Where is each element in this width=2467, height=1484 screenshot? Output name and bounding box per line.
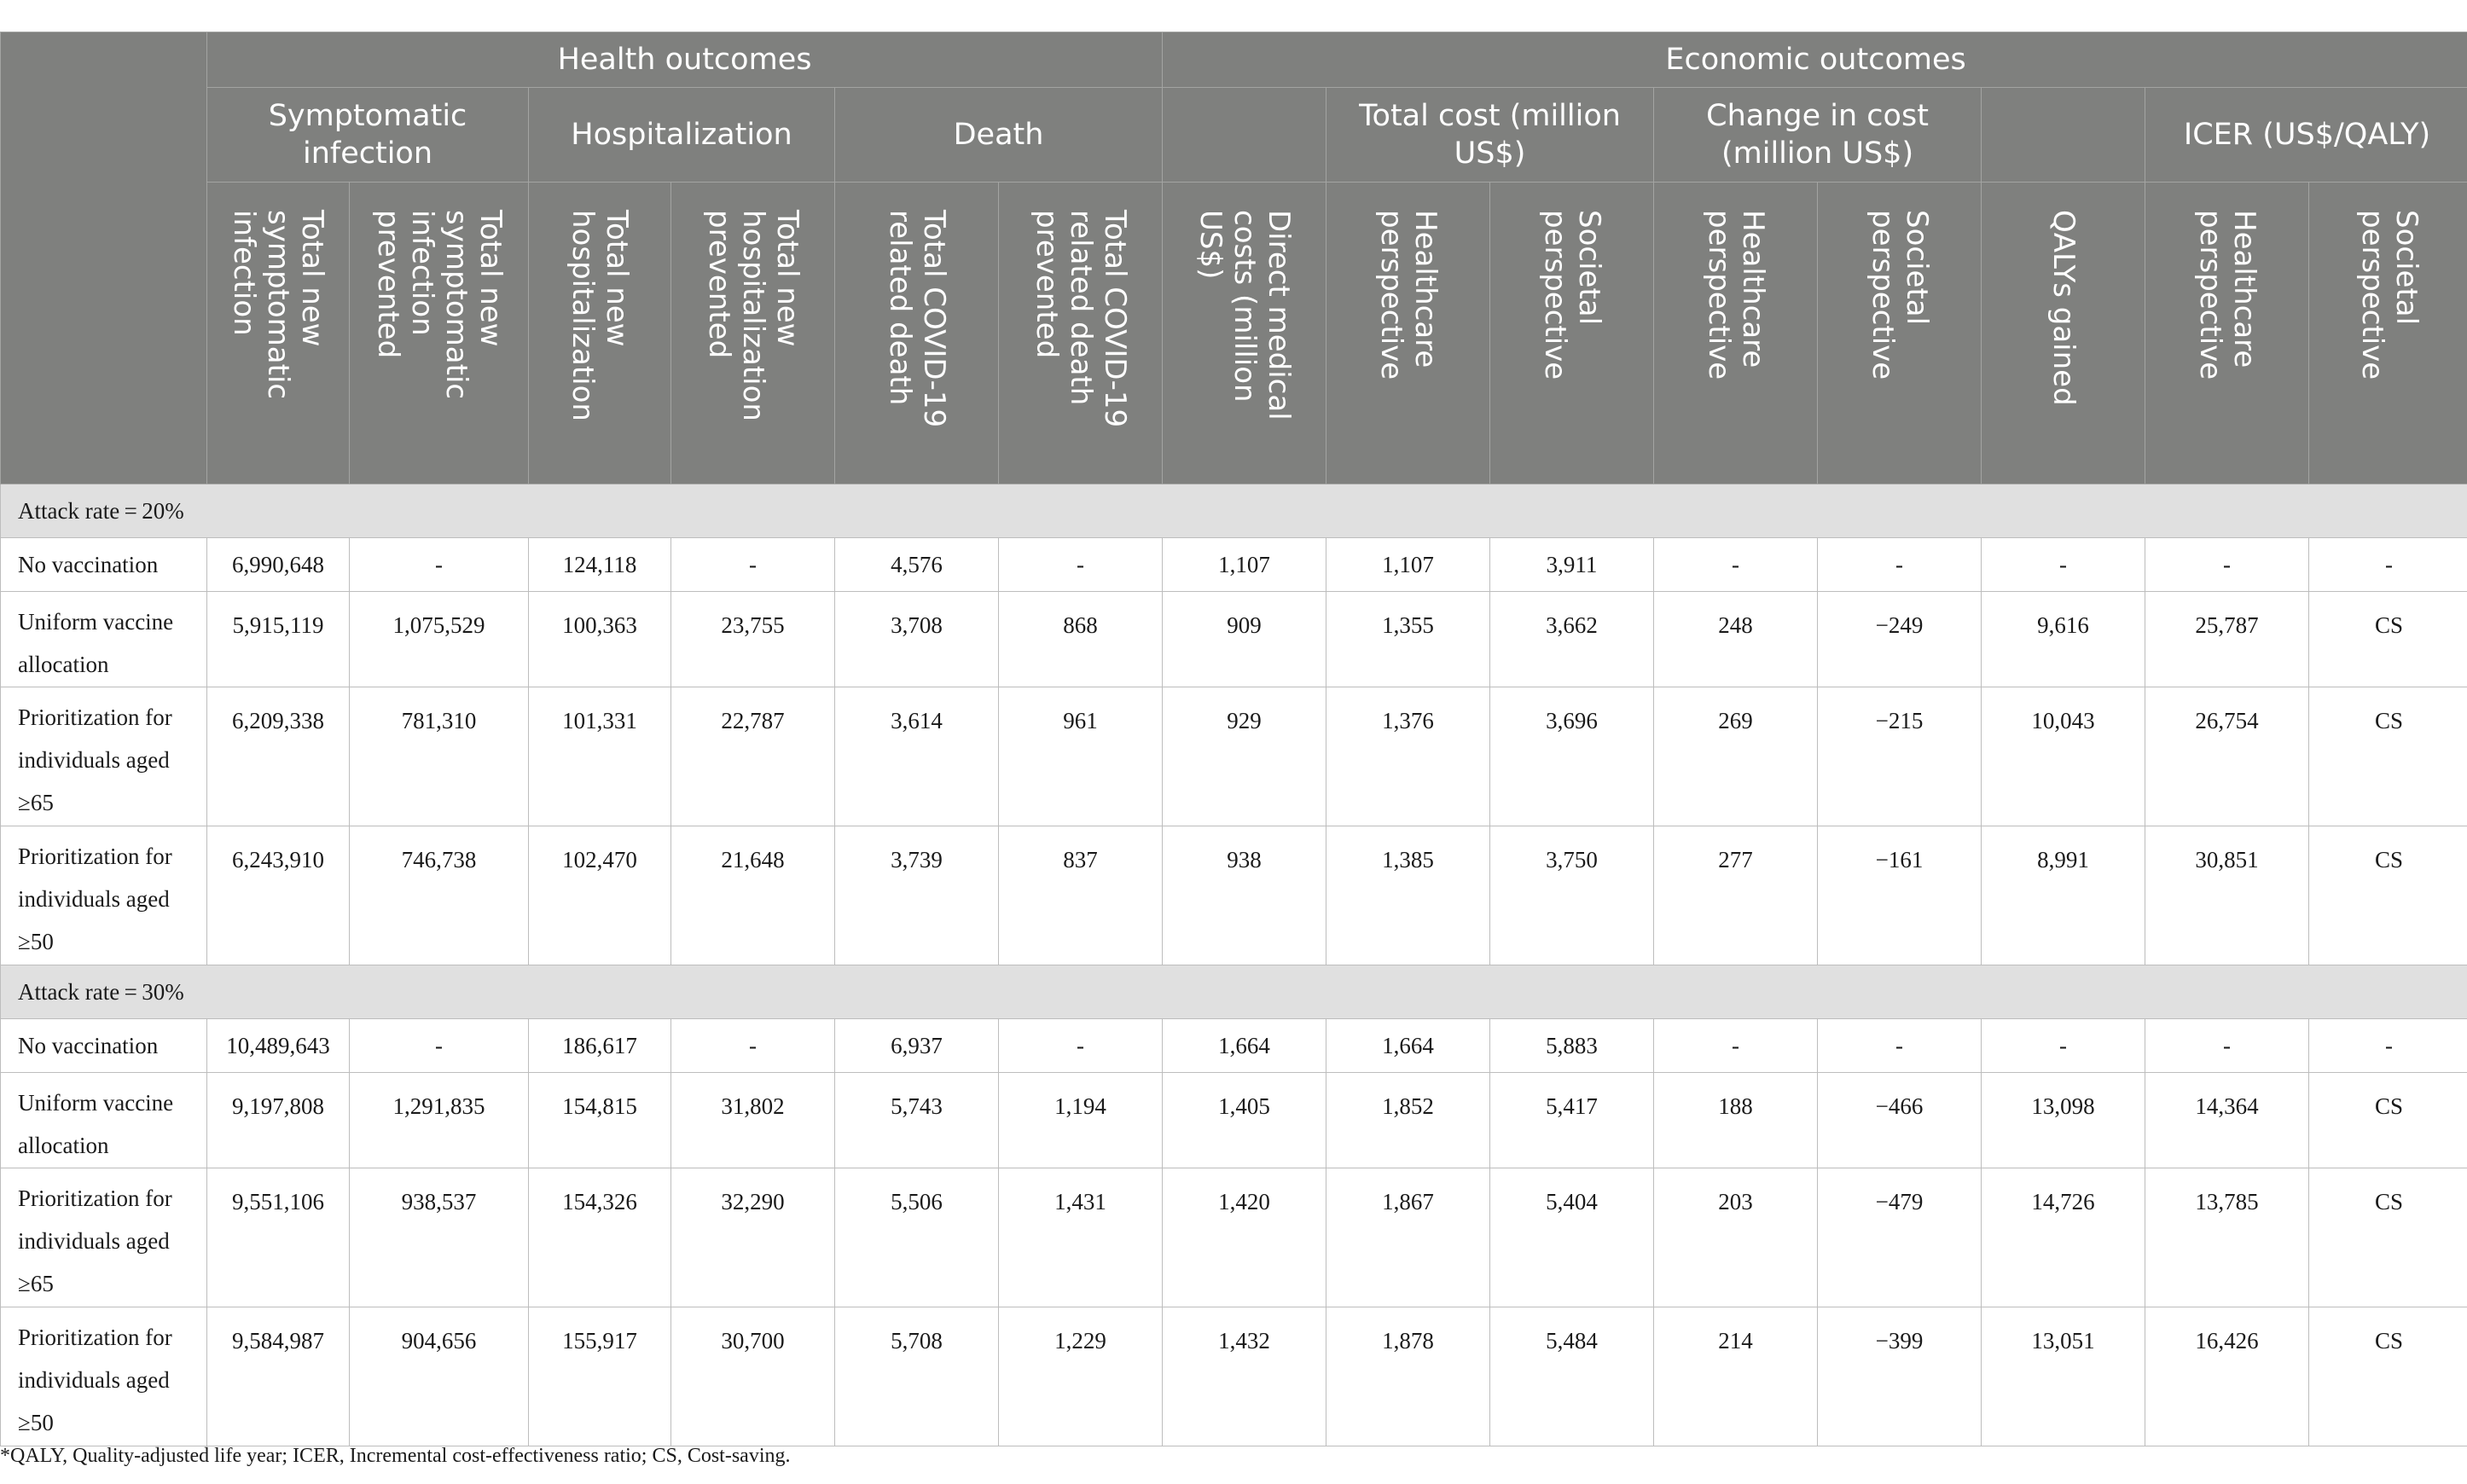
table-cell: - — [350, 538, 529, 592]
table-cell: −161 — [1818, 826, 1982, 965]
table-cell: 1,852 — [1326, 1073, 1490, 1168]
header-health-outcomes: Health outcomes — [207, 32, 1163, 88]
table-cell: 1,194 — [999, 1073, 1163, 1168]
table-cell: 909 — [1163, 592, 1326, 687]
table-cell: 5,404 — [1490, 1168, 1654, 1307]
header-change-in-cost: Change in cost (million US$) — [1654, 88, 1982, 183]
table-cell: 6,243,910 — [207, 826, 350, 965]
table-row — [1, 538, 2467, 592]
table-cell: 30,851 — [2145, 826, 2309, 965]
table-cell: CS — [2309, 592, 2467, 687]
row-label: Uniform vaccine allocation — [1, 592, 207, 687]
table-cell: 124,118 — [529, 538, 671, 592]
table-cell: CS — [2309, 1073, 2467, 1168]
col-header-symptomatic-prevented — [350, 183, 529, 484]
section-header-row — [1, 484, 2467, 538]
header-death: Death — [835, 88, 1163, 183]
table-cell: 26,754 — [2145, 687, 2309, 826]
table-cell: −466 — [1818, 1073, 1982, 1168]
table-cell: 5,915,119 — [207, 592, 350, 687]
table-cell: 4,576 — [835, 538, 999, 592]
table-header — [1, 32, 2467, 484]
section-title: Attack rate = 20% — [1, 484, 2467, 538]
table-cell: - — [350, 1019, 529, 1073]
table-cell: 21,648 — [671, 826, 835, 965]
row-label: Uniform vaccine allocation — [1, 1073, 207, 1168]
table-cell: 155,917 — [529, 1307, 671, 1446]
table-row — [1, 1073, 2467, 1168]
results-table — [0, 32, 2467, 1446]
col-header-text: Total new hospitalization prevented — [701, 209, 804, 421]
header-corner-cell — [1, 32, 207, 484]
col-header-icer-societal — [2309, 183, 2467, 484]
col-header-text: Total new symptomatic infection prevented — [370, 209, 508, 399]
table-cell: - — [1818, 538, 1982, 592]
table-cell: 102,470 — [529, 826, 671, 965]
table-cell: 3,696 — [1490, 687, 1654, 826]
table-cell: 9,197,808 — [207, 1073, 350, 1168]
table-cell: 1,376 — [1326, 687, 1490, 826]
table-cell: - — [1654, 538, 1818, 592]
table-cell: 1,355 — [1326, 592, 1490, 687]
table-cell: −479 — [1818, 1168, 1982, 1307]
table-cell: - — [1982, 538, 2145, 592]
table-cell: 961 — [999, 687, 1163, 826]
col-header-total-new-symptomatic — [207, 183, 350, 484]
table-cell: 1,075,529 — [350, 592, 529, 687]
table-cell: 3,911 — [1490, 538, 1654, 592]
table-container — [0, 32, 2467, 1446]
table-cell: 9,584,987 — [207, 1307, 350, 1446]
col-header-text: Total COVID-19 related death prevented — [1029, 209, 1132, 427]
table-cell: −215 — [1818, 687, 1982, 826]
col-header-text: QALYs gained — [2046, 209, 2081, 406]
table-cell: 277 — [1654, 826, 1818, 965]
table-cell: - — [999, 1019, 1163, 1073]
table-cell: 25,787 — [2145, 592, 2309, 687]
col-header-death-prevented — [999, 183, 1163, 484]
col-header-text: Total COVID-19 related death — [882, 209, 951, 427]
table-cell: 1,878 — [1326, 1307, 1490, 1446]
table-cell: 1,107 — [1163, 538, 1326, 592]
table-row — [1, 1307, 2467, 1446]
table-cell: CS — [2309, 687, 2467, 826]
table-cell: - — [999, 538, 1163, 592]
table-cell: 5,883 — [1490, 1019, 1654, 1073]
section-header-row — [1, 965, 2467, 1019]
table-cell: - — [2145, 538, 2309, 592]
col-header-text: Societal perspective — [1537, 209, 1606, 380]
table-cell: 3,662 — [1490, 592, 1654, 687]
table-cell: 188 — [1654, 1073, 1818, 1168]
table-cell: 31,802 — [671, 1073, 835, 1168]
table-cell: 22,787 — [671, 687, 835, 826]
table-cell: 938,537 — [350, 1168, 529, 1307]
table-cell: 1,867 — [1326, 1168, 1490, 1307]
table-cell: 6,937 — [835, 1019, 999, 1073]
table-cell: 1,420 — [1163, 1168, 1326, 1307]
table-cell: 9,616 — [1982, 592, 2145, 687]
table-cell: - — [671, 538, 835, 592]
col-header-text: Healthcare perspective — [1701, 209, 1770, 380]
col-header-change-cost-healthcare — [1654, 183, 1818, 484]
table-cell: 1,432 — [1163, 1307, 1326, 1446]
header-icer: ICER (US$/QALY) — [2145, 88, 2467, 183]
table-row — [1, 1168, 2467, 1307]
row-label: No vaccination — [1, 1019, 207, 1073]
table-cell: −249 — [1818, 592, 1982, 687]
table-cell: 3,614 — [835, 687, 999, 826]
row-label: Prioritization for individuals aged ≥50 — [1, 826, 207, 965]
table-cell: 101,331 — [529, 687, 671, 826]
table-row — [1, 826, 2467, 965]
table-cell: 13,785 — [2145, 1168, 2309, 1307]
col-header-text: Total new hospitalization — [566, 209, 634, 421]
table-cell: 5,708 — [835, 1307, 999, 1446]
table-cell: 5,484 — [1490, 1307, 1654, 1446]
table-cell: - — [2309, 538, 2467, 592]
table-cell: 746,738 — [350, 826, 529, 965]
table-cell: 214 — [1654, 1307, 1818, 1446]
table-cell: 3,739 — [835, 826, 999, 965]
table-cell: 1,664 — [1326, 1019, 1490, 1073]
row-label: No vaccination — [1, 538, 207, 592]
header-economic-outcomes: Economic outcomes — [1163, 32, 2467, 88]
header-total-cost: Total cost (million US$) — [1326, 88, 1654, 183]
row-label: Prioritization for individuals aged ≥65 — [1, 687, 207, 826]
table-cell: 3,750 — [1490, 826, 1654, 965]
table-cell: 6,990,648 — [207, 538, 350, 592]
col-header-text: Societal perspective — [2354, 209, 2423, 380]
table-cell: 100,363 — [529, 592, 671, 687]
section-title: Attack rate = 30% — [1, 965, 2467, 1019]
table-cell: CS — [2309, 1307, 2467, 1446]
table-cell: - — [1818, 1019, 1982, 1073]
col-header-text: Societal perspective — [1865, 209, 1934, 380]
table-cell: 1,385 — [1326, 826, 1490, 965]
col-header-icer-healthcare — [2145, 183, 2309, 484]
row-label: Prioritization for individuals aged ≥50 — [1, 1307, 207, 1446]
table-cell: 10,489,643 — [207, 1019, 350, 1073]
table-cell: 781,310 — [350, 687, 529, 826]
table-cell: 13,098 — [1982, 1073, 2145, 1168]
table-footnote: *QALY, Quality-adjusted life year; ICER, Incremental cost-effectiveness ratio; CS, Cost-saving. — [0, 1445, 791, 1467]
table-cell: - — [671, 1019, 835, 1073]
col-header-total-cost-societal — [1490, 183, 1654, 484]
table-row — [1, 1019, 2467, 1073]
table-cell: 1,229 — [999, 1307, 1163, 1446]
table-cell: 5,417 — [1490, 1073, 1654, 1168]
table-cell: 248 — [1654, 592, 1818, 687]
header-symptomatic-infection: Symptomatic infection — [207, 88, 529, 183]
table-cell: 14,726 — [1982, 1168, 2145, 1307]
col-header-text: Direct medical costs (million US$) — [1193, 209, 1296, 420]
row-label: Prioritization for individuals aged ≥65 — [1, 1168, 207, 1307]
table-cell: - — [1654, 1019, 1818, 1073]
table-cell: 186,617 — [529, 1019, 671, 1073]
table-cell: 929 — [1163, 687, 1326, 826]
col-header-total-new-hospitalization — [529, 183, 671, 484]
table-cell: 1,664 — [1163, 1019, 1326, 1073]
table-cell: 9,551,106 — [207, 1168, 350, 1307]
col-header-qalys-gained — [1982, 183, 2145, 484]
table-cell: 154,815 — [529, 1073, 671, 1168]
table-cell: 30,700 — [671, 1307, 835, 1446]
col-header-hospitalization-prevented — [671, 183, 835, 484]
table-cell: 868 — [999, 592, 1163, 687]
table-cell: - — [2309, 1019, 2467, 1073]
col-header-text: Total new symptomatic infection — [227, 209, 329, 399]
col-header-total-cost-healthcare — [1326, 183, 1490, 484]
table-cell: 1,291,835 — [350, 1073, 529, 1168]
table-cell: 269 — [1654, 687, 1818, 826]
table-cell: 5,506 — [835, 1168, 999, 1307]
table-cell: 13,051 — [1982, 1307, 2145, 1446]
table-cell: −399 — [1818, 1307, 1982, 1446]
table-cell: 154,326 — [529, 1168, 671, 1307]
table-cell: 904,656 — [350, 1307, 529, 1446]
table-cell: 10,043 — [1982, 687, 2145, 826]
table-cell: CS — [2309, 1168, 2467, 1307]
table-cell: - — [1982, 1019, 2145, 1073]
table-cell: 23,755 — [671, 592, 835, 687]
col-header-direct-medical-costs — [1163, 183, 1326, 484]
table-cell: 203 — [1654, 1168, 1818, 1307]
table-body — [1, 484, 2467, 1446]
table-cell: 1,405 — [1163, 1073, 1326, 1168]
table-cell: 8,991 — [1982, 826, 2145, 965]
header-hospitalization: Hospitalization — [529, 88, 835, 183]
table-cell: 5,743 — [835, 1073, 999, 1168]
table-cell: 1,107 — [1326, 538, 1490, 592]
col-header-text: Healthcare perspective — [2192, 209, 2261, 380]
col-header-text: Healthcare perspective — [1373, 209, 1442, 380]
table-cell: 32,290 — [671, 1168, 835, 1307]
col-header-change-cost-societal — [1818, 183, 1982, 484]
header-blank-direct — [1163, 88, 1326, 183]
header-blank-qaly — [1982, 88, 2145, 183]
table-cell: 14,364 — [2145, 1073, 2309, 1168]
table-cell: 1,431 — [999, 1168, 1163, 1307]
table-row — [1, 687, 2467, 826]
table-cell: CS — [2309, 826, 2467, 965]
col-header-total-death — [835, 183, 999, 484]
table-cell: 938 — [1163, 826, 1326, 965]
table-cell: 3,708 — [835, 592, 999, 687]
table-cell: - — [2145, 1019, 2309, 1073]
table-row — [1, 592, 2467, 687]
table-cell: 837 — [999, 826, 1163, 965]
table-cell: 16,426 — [2145, 1307, 2309, 1446]
table-cell: 6,209,338 — [207, 687, 350, 826]
